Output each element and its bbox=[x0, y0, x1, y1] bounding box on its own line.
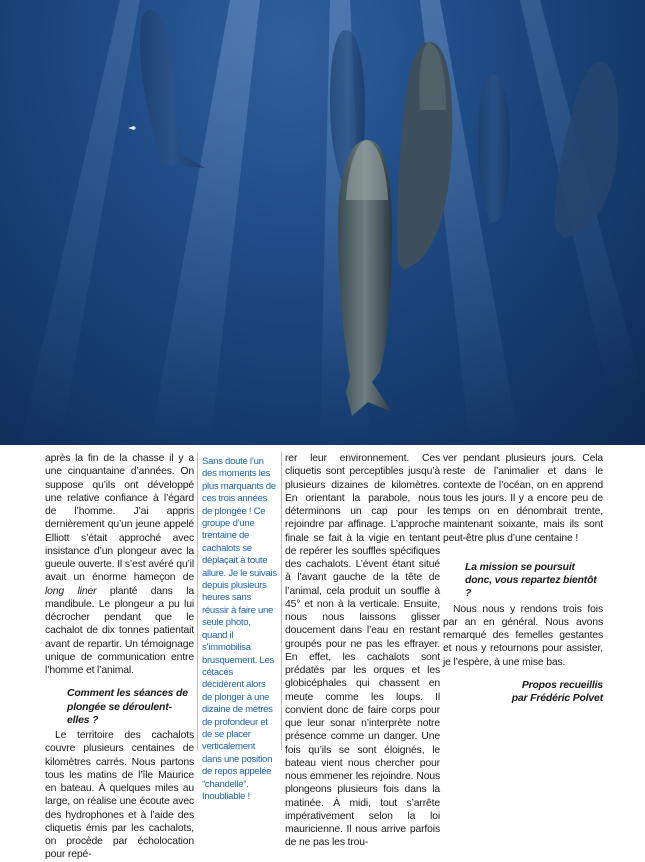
article-column-4 bbox=[443, 452, 603, 705]
credit-line: Propos recueillis bbox=[521, 679, 603, 691]
whale-middle bbox=[397, 42, 452, 270]
interview-question: La mission se poursuit donc, vous repartez bientôt ? bbox=[465, 561, 597, 600]
article-column-1 bbox=[45, 452, 194, 862]
whale-far-right bbox=[478, 75, 510, 222]
credit-line: par Frédéric Polvet bbox=[511, 692, 603, 704]
paragraph: Nous nous y rendons trois fois par an en général. Nous avons remarqué des femelles gestantes et nous y retournons pour assister, je l’espère, à une mise bas. bbox=[443, 603, 603, 668]
column-divider bbox=[281, 452, 282, 750]
paragraph: Le territoire des cachalots couvre plusieurs centaines de kilomètres carrés. Nous partons tous les matins de l’île Maurice en bateau. À quelques miles au large, on réalise une écoute avec des hydrophones et à l’aide des cliquetis émis par les cachalots, on procède par écholocation pour repé- bbox=[45, 730, 194, 861]
paragraph: rer leur environnement. Ces cliquetis sont perceptibles jusqu’à plusieurs dizaines de kilomètres. En orientant la parabole, nous déterminons un cap pour les rejoindre par affinage. L’approche finale se fait à la vigie en tentant de repérer les souffles spécifiques des cachalots. L’évent étant situé à l’avant gauche de la tête de l’animal, cela produit un souffle à 45° et non à la verticale. Ensuite, nous nous laissons glisser doucement dans l’eau en restant groupés pour ne pas les effrayer. En effet, les cachalots sont prédatés par les orques et les globicéphales qui chassent en meute comme les loups. Il convient donc de faire corps pour que leur sonar n’interprète notre présence comme un danger. Une fois qu’ils se sont éloignés, le bateau vient nous chercher pour nous emmener les rejoindre. Nous plongeons plusieurs fois dans la matinée. À midi, tout s’arrête impérativement selon la loi mauricienne. Il nous arrive parfois de ne pas les trou- bbox=[285, 453, 440, 849]
article-column-3 bbox=[285, 452, 440, 850]
paragraph: ver pendant plusieurs jours. Cela reste de l’animalier et dans le contexte de l’océan, on en apprend tous les jours. Il y a encore peu de temps on en dénombrait trente, maintenant soixante, mais ils sont peut-être plus d’une centaine ! bbox=[443, 453, 603, 544]
paragraph: après la fin de la chasse il y a une cinquantaine d’années. On suppose qu’ils ont développé une relative confiance à l’égard de l’homme. J’ai appris dernièrement qu’un jeune appelé Elliott s’était approché avec insistance d’un plongeur avec la gueule ouverte. Il s’est avéré qu’il avait un énorme hameçon de long liner planté dans la mandibule. Le plongeur a pu lui décrocher pendant que le cachalot de dix tonnes patientait avant de repartir. Un témoignage unique de communication entre l’homme et l’animal. bbox=[45, 453, 194, 676]
whale-far-left bbox=[140, 10, 205, 168]
column-divider bbox=[197, 452, 198, 750]
author-credit bbox=[443, 679, 603, 705]
whale-right bbox=[555, 62, 618, 238]
photo-caption: Sans doute l’un des moments les plus marquants de ces trois années de plongée ! Ce groupe d’une trentaine de cachalots se déplaçait à toute allure. Je le suivais depuis plusieurs heures sans réussir à faire une seule photo, quand il s’immobilisa brusquement. Les cétacés décidèrent alors de plonger à une dizaine de mètres de profondeur et de se placer verticalement dans une position de repos appelée “chandelle”. Inoubliable ! bbox=[202, 456, 277, 802]
interview-question: Comment les séances de plongée se déroulent-elles ? bbox=[67, 688, 188, 726]
